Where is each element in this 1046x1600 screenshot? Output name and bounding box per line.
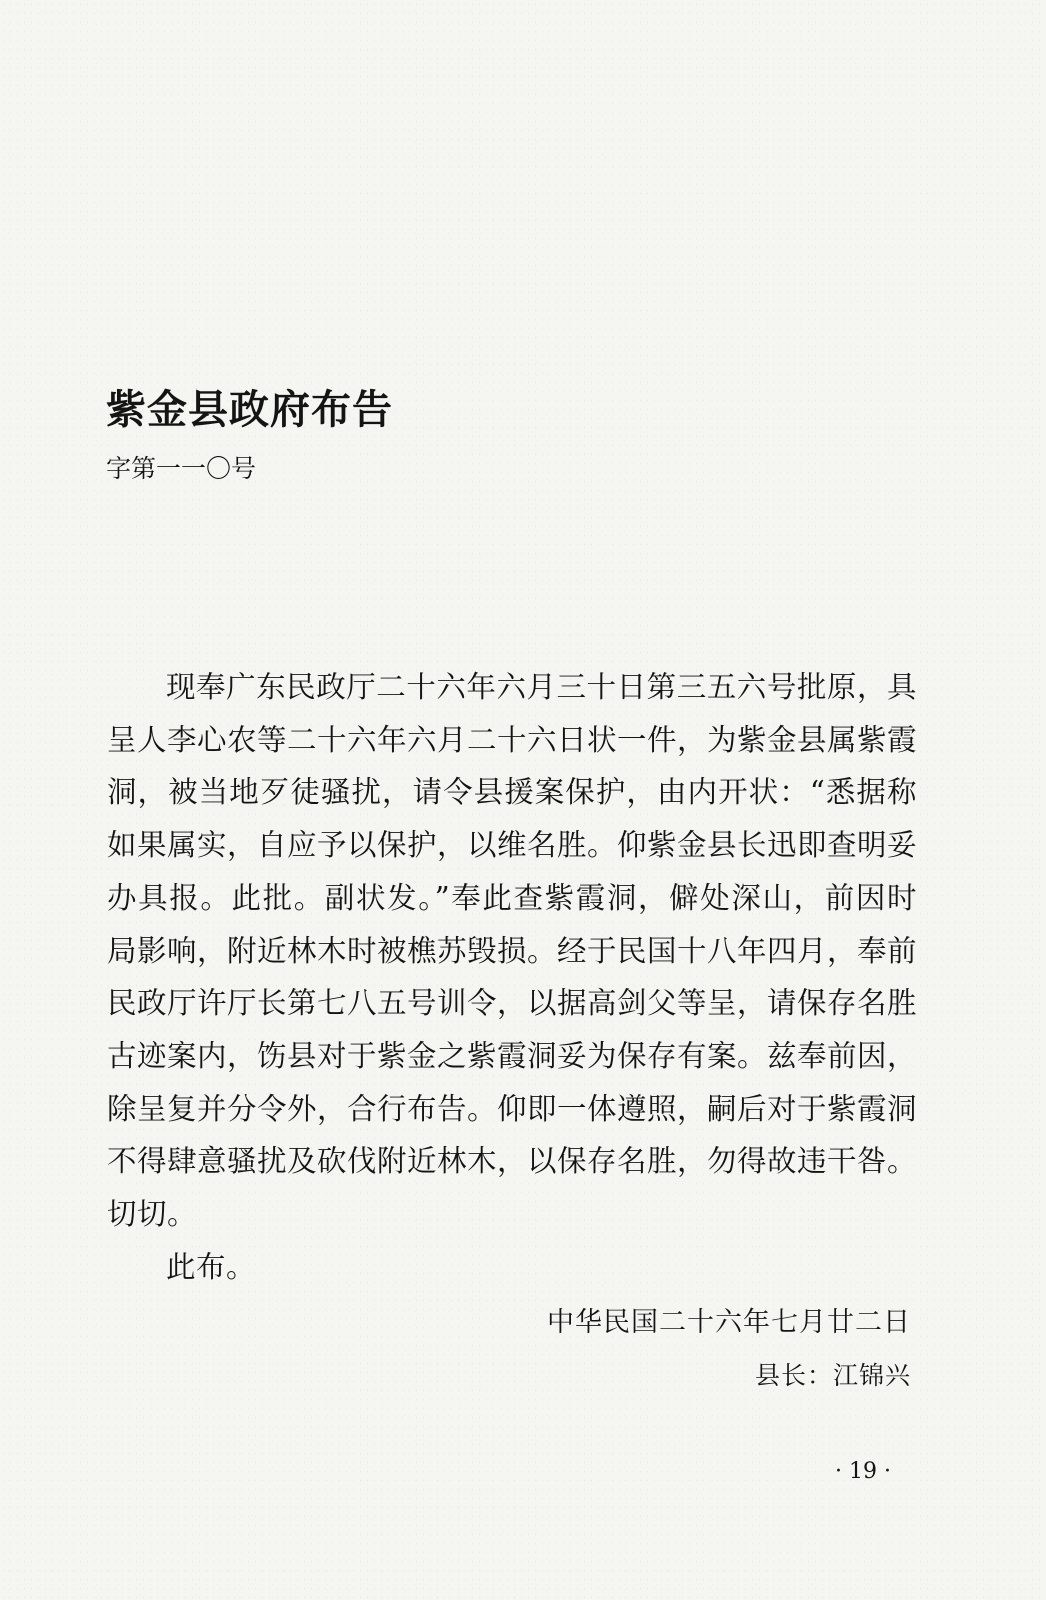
- body-paragraph-closing: 此布。: [166, 1249, 257, 1284]
- document-number: 字第一一〇号: [106, 454, 257, 483]
- issue-date: 中华民国二十六年七月廿二日: [547, 1307, 911, 1338]
- page-number: · 19 ·: [835, 1459, 891, 1484]
- signer-line: 县长：江锦兴: [754, 1361, 911, 1390]
- notice-title: 紫金县政府布告: [106, 386, 393, 433]
- notice-body: [107, 661, 917, 1293]
- body-paragraph-main: 现奉广东民政厅二十六年六月三十日第三五六号批原，具呈人李心农等二十六年六月二十六日状一件，为紫金县属紫霞洞，被当地歹徒骚扰，请令县援案保护，由内开状：“悉据称如果属实，自应予以保护，以维名胜。仰紫金县长迅即查明妥办具报。此批。副状发。”奉此查紫霞洞，僻处深山，前因时局影响，附近林木时被樵苏毁损。经于民国十八年四月，奉前民政厅许厅长第七八五号训令，以据高剑父等呈，请保存名胜古迹案内，饬县对于紫金之紫霞洞妥为保存有案。兹奉前因，除呈复并分令外，合行布告。仰即一体遵照，嗣后对于紫霞洞不得肆意骚扰及砍伐附近林木，以保存名胜，勿得故违干咎。切切。: [107, 670, 918, 1232]
